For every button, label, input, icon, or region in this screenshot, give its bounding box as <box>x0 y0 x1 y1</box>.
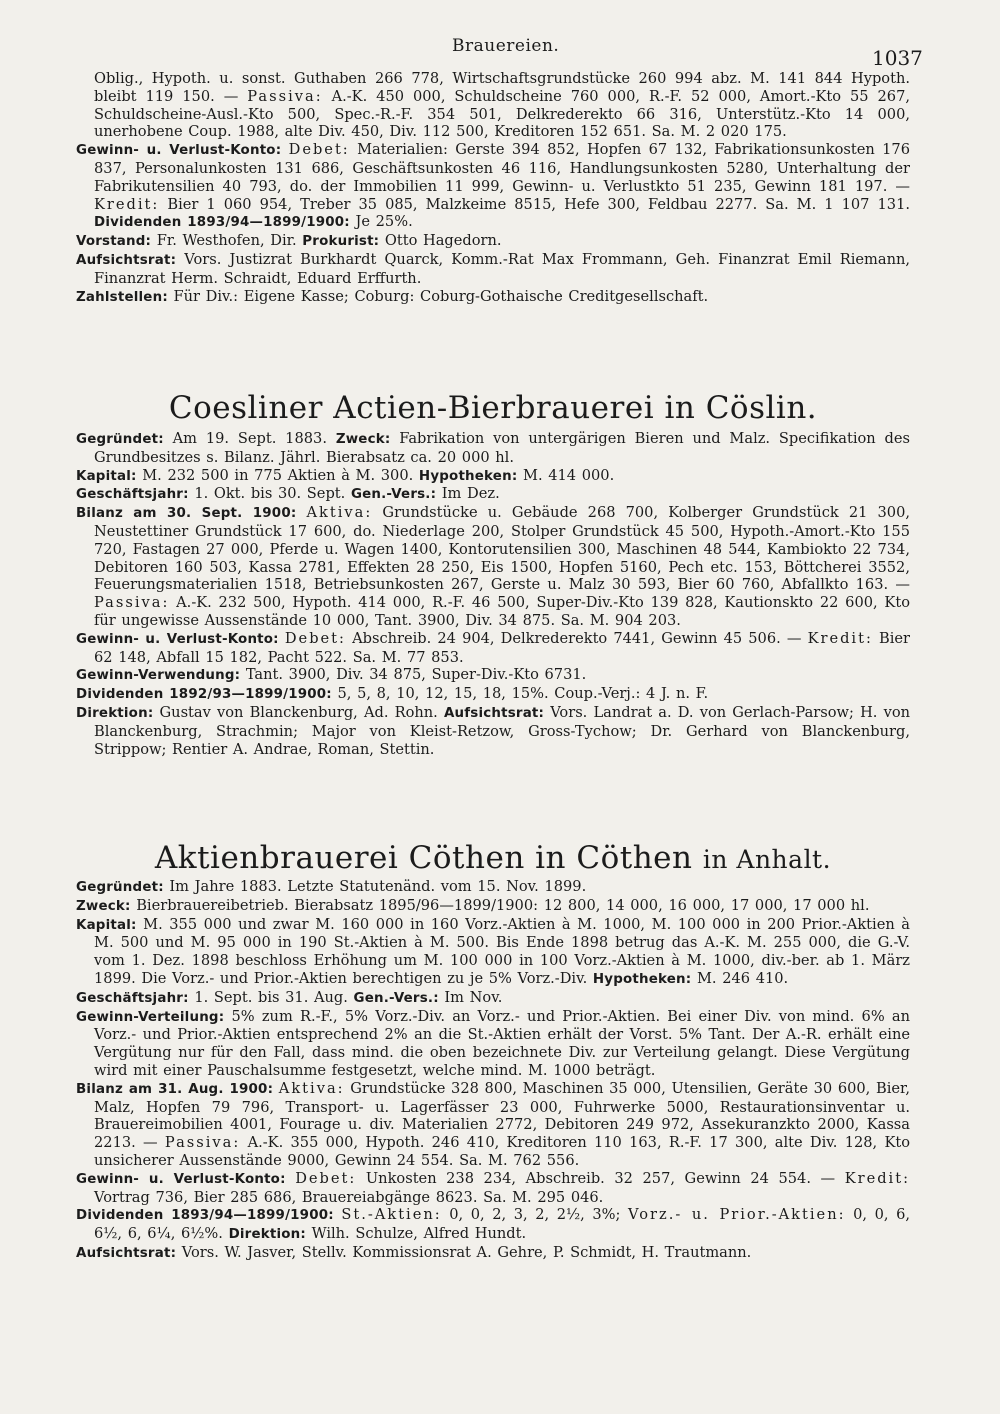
dividends-entry: Dividenden 1892/93—1899/1900: 5, 5, 8, 10, 12, 15, 18, 15%. Coup.-Verj.: 4 J. n. F. <box>76 685 709 703</box>
fiscal-year-entry: Geschäftsjahr: 1. Sept. bis 31. Aug. Gen.-Vers.: Im Nov. <box>76 988 503 1006</box>
profit-loss-account: Gewinn- u. Verlust-Konto: Debet: Materialien: Gerste 394 852, Hopfen 67 132, Fabrikationsunkosten 176 837, Personalunkosten 131 686, Geschäftsunkosten 46 116, Handlungsunkosten 5280, Unterhaltung der Fabrikutensilien 40 793, do. der Immobilien 11 999, Gewinn- u. Verlustkto 51 235, Gewinn 181 197. — Kredit: Bier 1 060 954, Treber 35 085, Malzkeime 8515, Hefe 300, Feldbau 2277. Sa. M. 1 107 131. Dividenden 1893/94—1899/1900: Je 25%. <box>76 141 910 231</box>
running-title: Brauereien. <box>452 36 560 56</box>
capital-entry: Kapital: M. 232 500 in 775 Aktien à M. 300. Hypotheken: M. 414 000. <box>76 466 615 484</box>
dividends-entry: Dividenden 1893/94—1899/1900: St.-Aktien: 0, 0, 2, 3, 2, 2½, 3%; Vorz.- u. Prior.-Aktien: 0, 0, 6, 6½, 6, 6¼, 6½%. Direktion: Wilh. Schulze, Alfred Hundt. <box>76 1206 911 1243</box>
label: Gewinn- u. Verlust-Konto: <box>76 143 282 159</box>
profit-loss-account: Gewinn- u. Verlust-Konto: Debet: Unkosten 238 234, Abschreib. 32 257, Gewinn 24 554. — Kredit: Vortrag 736, Bier 285 686, Brauereiabgänge 8623. Sa. M. 295 046. <box>76 1169 910 1206</box>
company-title-coesliner: Coesliner Actien-Bierbrauerei in Cöslin. <box>168 390 818 426</box>
management-entry: Direktion: Gustav von Blanckenburg, Ad. Rohn. Aufsichtsrat: Vors. Landrat a. D. von Gerlach-Parsow; H. von Blanckenburg, Strachmin; Major von Kleist-Retzow, Gross-Tychow; Dr. Gerhard von Blanckenburg, Strippow; Rentier A. Andrae, Roman, Stettin. <box>76 703 910 758</box>
paying-agents-entry: Zahlstellen: Für Div.: Eigene Kasse; Coburg: Coburg-Gothaische Creditgesellschaft. <box>76 287 709 305</box>
label: Prokurist: <box>302 234 380 250</box>
profit-distribution-entry: Gewinn-Verteilung: 5% zum R.-F., 5% Vorz.-Div. an Vorz.- und Prior.-Aktien. Bei einer Div. von mind. 6% an Vorz.- und Prior.-Aktien entsprechend 2% an die St.-Aktien erhält der Vorst. 5% Tant. Der A.-R. erhält eine Vergütung nur für den Fall, dass mind. die oben bezeichnete Div. zur Verteilung gelangt. Diese Vergütung wird mit einer Pauschalsumme festgesetzt, welche mind. M. 1000 beträgt. <box>76 1007 910 1079</box>
purpose-entry: Zweck: Bierbrauereibetrieb. Bierabsatz 1895/96—1899/1900: 12 800, 14 000, 16 000, 17 000, 17 000 hl. <box>76 896 870 914</box>
label: Zahlstellen: <box>76 289 168 305</box>
profit-loss-account: Gewinn- u. Verlust-Konto: Debet: Abschreib. 24 904, Delkrederekto 7441, Gewinn 45 506. — Kredit: Bier 62 148, Abfall 15 182, Pacht 522. Sa. M. 77 853. <box>76 629 910 666</box>
page-number: 1037 <box>872 46 923 70</box>
founded-entry: Gegründet: Am 19. Sept. 1883. Zweck: Fabrikation von untergärigen Bieren und Malz. Specifikation des Grundbesitzes s. Bilanz. Jährl. Bierabsatz ca. 20 000 hl. <box>76 430 911 466</box>
capital-entry: Kapital: M. 355 000 und zwar M. 160 000 in 160 Vorz.-Aktien à M. 1000, M. 100 000 in 200 Prior.-Aktien à M. 500 und M. 95 000 in 190 St.-Aktien à M. 500. Bis Ende 1898 betrug das A.-K. M. 255 000, die G.-V. vom 1. Dez. 1898 beschloss Erhöhung um M. 100 000 in 100 Vorz.-Aktien à M. 1000, div.-ber. ab 1. März 1899. Die Vorz.- und Prior.-Aktien berechtigen zu je 5% Vorz.-Div. Hypotheken: M. 246 410. <box>76 915 910 987</box>
company-title-coethen: Aktienbrauerei Cöthen in Cöthen in Anhalt. <box>154 840 832 876</box>
supervisory-board-entry: Aufsichtsrat: Vors. W. Jasver, Stellv. Kommissionsrat A. Gehre, P. Schmidt, H. Trautmann. <box>76 1243 752 1261</box>
balance-continuation: Oblig., Hypoth. u. sonst. Guthaben 266 778, Wirtschaftsgrundstücke 260 994 abz. M. 141 844 Hypoth. bleibt 119 150. — Passiva: A.-K. 450 000, Schuldscheine 760 000, R.-F. 52 000, Amort.-Kto 55 267, Schuldscheine-Ausl.-Kto 500, Spec.-R.-F. 354 501, Delkrederekto 66 316, Unterstütz.-Kto 14 000, unerhobene Coup. 1988, alte Div. 450, Div. 112 500, Kreditoren 152 651. Sa. M. 2 020 175. <box>94 70 911 141</box>
profit-distribution-entry: Gewinn-Verwendung: Tant. 3900, Div. 34 875, Super-Div.-Kto 6731. <box>76 666 587 684</box>
fiscal-year-entry: Geschäftsjahr: 1. Okt. bis 30. Sept. Gen.-Vers.: Im Dez. <box>76 485 500 503</box>
page-header <box>0 36 1000 70</box>
board-entry: Vorstand: Fr. Westhofen, Dir. Prokurist: Otto Hagedorn. <box>76 232 502 250</box>
supervisory-board-entry: Aufsichtsrat: Vors. Justizrat Burkhardt Quarck, Komm.-Rat Max Frommann, Geh. Finanzrat Emil Riemann, Finanzrat Herm. Schraidt, Eduard Erffurth. <box>76 250 911 287</box>
label: Aufsichtsrat: <box>76 252 177 268</box>
passiva-label: Passiva: <box>247 87 323 105</box>
balance-sheet-entry: Bilanz am 30. Sept. 1900: Aktiva: Grundstücke u. Gebäude 268 700, Kolberger Grundstück 21 300, Neustettiner Grundstück 17 600, do. Niederlage 200, Stolper Grundstück 45 500, Hypoth.-Amort.-Kto 155 720, Fastagen 27 000, Pferde u. Wagen 1400, Kontorutensilien 300, Maschinen 48 544, Kambiokto 22 734, Debitoren 160 503, Kassa 2781, Effekten 28 250, Eis 1500, Hopfen 5160, Pech etc. 153, Böttcherei 3552, Feuerungsmaterialien 1518, Betriebsunkosten 267, Gerste u. Malz 30 593, Bier 60 760, Abfallkto 163. — Passiva: A.-K. 232 500, Hypoth. 414 000, R.-F. 46 500, Super-Div.-Kto 139 828, Kautionskto 22 600, Kto für ungewisse Aussenstände 10 000, Tant. 3900, Div. 34 875. Sa. M. 904 203. <box>76 504 911 629</box>
founded-entry: Gegründet: Im Jahre 1883. Letzte Statutenänd. vom 15. Nov. 1899. <box>76 878 587 895</box>
label: Vorstand: <box>76 234 152 250</box>
section-previous-brewery-continuation <box>76 70 910 306</box>
label: Dividenden 1893/94—1899/1900: <box>94 215 350 231</box>
section-coesliner <box>76 430 910 758</box>
section-coethen <box>76 878 910 1263</box>
balance-sheet-entry: Bilanz am 31. Aug. 1900: Aktiva: Grundstücke 328 800, Maschinen 35 000, Utensilien, Geräte 30 600, Bier, Malz, Hopfen 79 796, Transport- u. Lagerfässer 23 000, Fuhrwerke 5000, Restaurationsinventar u. Brauereimobilien 4001, Fourage u. div. Materialien 2772, Debitoren 249 972, Assekuranzkto 2000, Kassa 2213. — Passiva: A.-K. 355 000, Hypoth. 246 410, Kreditoren 110 163, R.-F. 17 300, alte Div. 128, Kto unsicherer Aussenstände 9000, Gewinn 24 554. Sa. M. 762 556. <box>76 1079 911 1169</box>
